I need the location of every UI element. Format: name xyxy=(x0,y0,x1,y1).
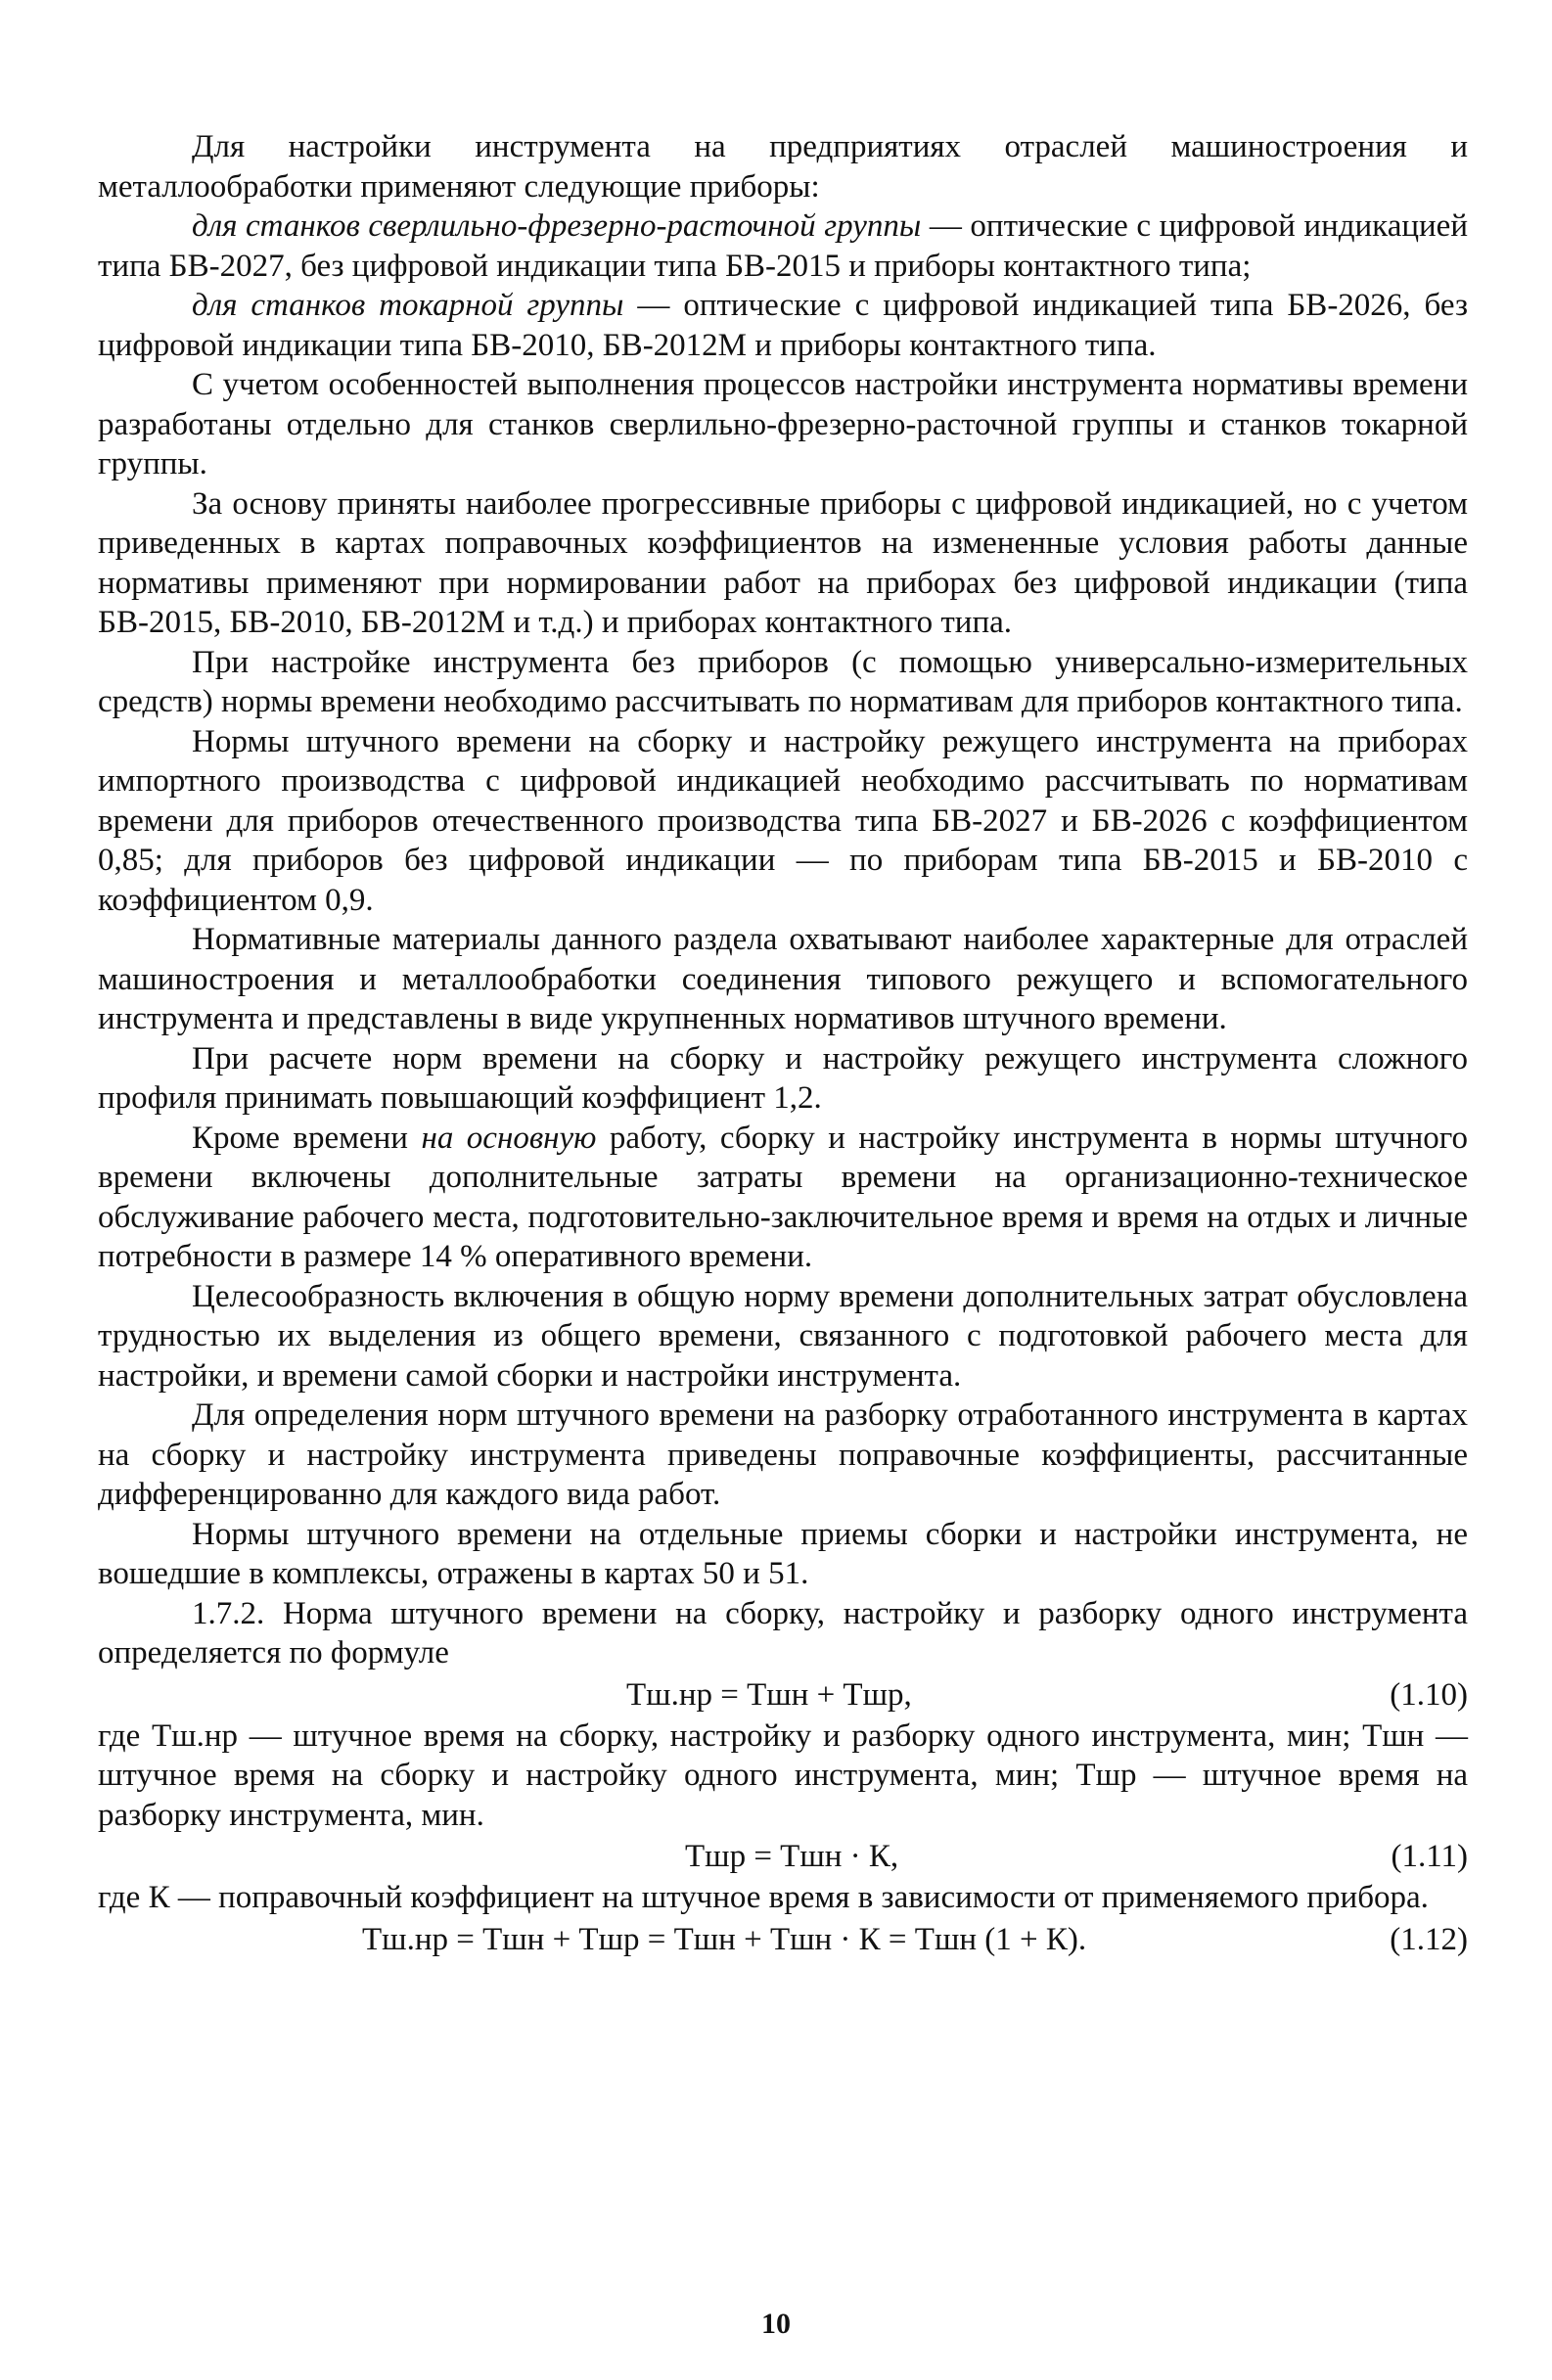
paragraph-text: — оптические с цифровой индикацией типа БВ-2026, без цифровой индикации типа БВ-2010, БВ-2012М и приборы контактного типа. xyxy=(98,288,1468,363)
paragraph-formula-intro: 1.7.2. Норма штучного времени на сборку, настройку и разборку одного инструмента определяется по формуле xyxy=(98,1595,1468,1671)
formula-number: (1.10) xyxy=(1390,1676,1468,1713)
formula-number: (1.12) xyxy=(1390,1921,1468,1957)
paragraph-norms-separate: С учетом особенностей выполнения процессов настройки инструмента нормативы времени разработаны отдельно для станков сверлильно-фрезерно-расточной группы и станков токарной группы. xyxy=(98,367,1468,481)
paragraph-disassembly: Для определения норм штучного времени на разборку отработанного инструмента в картах на сборку и настройку инструмента приведены поправочные коэффициенты, рассчитанные дифференцированно для каждого вида работ. xyxy=(98,1397,1468,1512)
formula-expression: Тш.нр = Тшн + Тшр, xyxy=(626,1676,912,1713)
paragraph-basis: За основу приняты наиболее прогрессивные приборы с цифровой индикацией, но с учетом приведенных в картах поправочных коэффициентов на измененные условия работы данные нормативы применяют при нормировании работ на приборах без цифровой индикации (типа БВ-2015, БВ-2010, БВ-2012М и т.д.) и приборах контактного типа. xyxy=(98,485,1468,640)
paragraph-expediency: Целесообразность включения в общую норму времени дополнительных затрат обусловлена трудностью их выделения из общего времени, связанного с подготовкой рабочего места для настройки, и времени самой сборки и настройки инструмента. xyxy=(98,1278,1468,1394)
italic-term: для станков токарной группы xyxy=(192,288,624,323)
formula-number: (1.11) xyxy=(1391,1839,1468,1874)
paragraph-complex-profile: При расчете норм времени на сборку и настройку режущего инструмента сложного профиля принимать повышающий коэффициент 1,2. xyxy=(98,1040,1468,1116)
paragraph-where-2: где К — поправочный коэффициент на штучное время в зависимости от применяемого прибора. xyxy=(98,1880,1429,1915)
paragraph-imported-devices: Нормы штучного времени на сборку и настройку режущего инструмента на приборах импортного производства с цифровой индикацией необходимо рассчитывать по нормативам времени для приборов отечественного производства типа БВ-2027 и БВ-2026 с коэффициентом 0,85; для приборов без цифровой индикации — по приборам типа БВ-2015 и БВ-2010 с коэффициентом 0,9. xyxy=(98,723,1468,918)
formula-1-12 xyxy=(98,1918,1468,1961)
page-number: 10 xyxy=(761,2308,791,2340)
paragraph-text: Кроме времени xyxy=(192,1120,422,1156)
paragraph-where-1: где Тш.нр — штучное время на сборку, настройку и разборку одного инструмента, мин; Тшн — штучное время на сборку и настройку одного инструмента, мин; Тшр — штучное время на разборку инструмента, мин. xyxy=(98,1717,1468,1833)
body-text xyxy=(98,127,1468,1961)
paragraph-text: — оптические с цифровой индикацией типа БВ-2027, без цифровой индикации типа БВ-2015 и приборы контактного типа; xyxy=(98,208,1468,284)
paragraph-normative-materials: Нормативные материалы данного раздела охватывают наиболее характерные для отраслей машиностроения и металлообработки соединения типового режущего и вспомогательного инструмента и представлены в виде укрупненных нормативов штучного времени. xyxy=(98,922,1468,1036)
paragraph-turning-group xyxy=(98,286,1468,365)
paragraph-additional-time xyxy=(98,1119,1468,1277)
italic-term: на основную xyxy=(421,1120,597,1156)
paragraph-intro: Для настройки инструмента на предприятиях отраслей машиностроения и металлообработки применяют следующие приборы: xyxy=(98,129,1468,205)
paragraph-separate-techniques: Нормы штучного времени на отдельные приемы сборки и настройки инструмента, не вошедшие в комплексы, отражены в картах 50 и 51. xyxy=(98,1516,1468,1591)
formula-expression: Тшр = Тшн · К, xyxy=(685,1839,899,1874)
italic-term: для станков сверлильно-фрезерно-расточной группы xyxy=(192,208,922,244)
formula-1-11 xyxy=(98,1835,1468,1878)
formula-expression: Тш.нр = Тшн + Тшр = Тшн + Тшн · К = Тшн (1 + К). xyxy=(362,1921,1087,1957)
formula-1-10 xyxy=(98,1673,1468,1716)
paragraph-text: работу, сборку и настройку инструмента в нормы штучного времени включены дополнительные затраты времени на организационно-техническое обслуживание рабочего места, подготовительно-заключительное время и время на отдых и личные потребности в размере 14 % оперативного времени. xyxy=(98,1120,1468,1274)
paragraph-drilling-group xyxy=(98,206,1468,286)
paragraph-no-devices: При настройке инструмента без приборов (с помощью универсально-измерительных средств) нормы времени необходимо рассчитывать по нормативам для приборов контактного типа. xyxy=(98,644,1468,719)
